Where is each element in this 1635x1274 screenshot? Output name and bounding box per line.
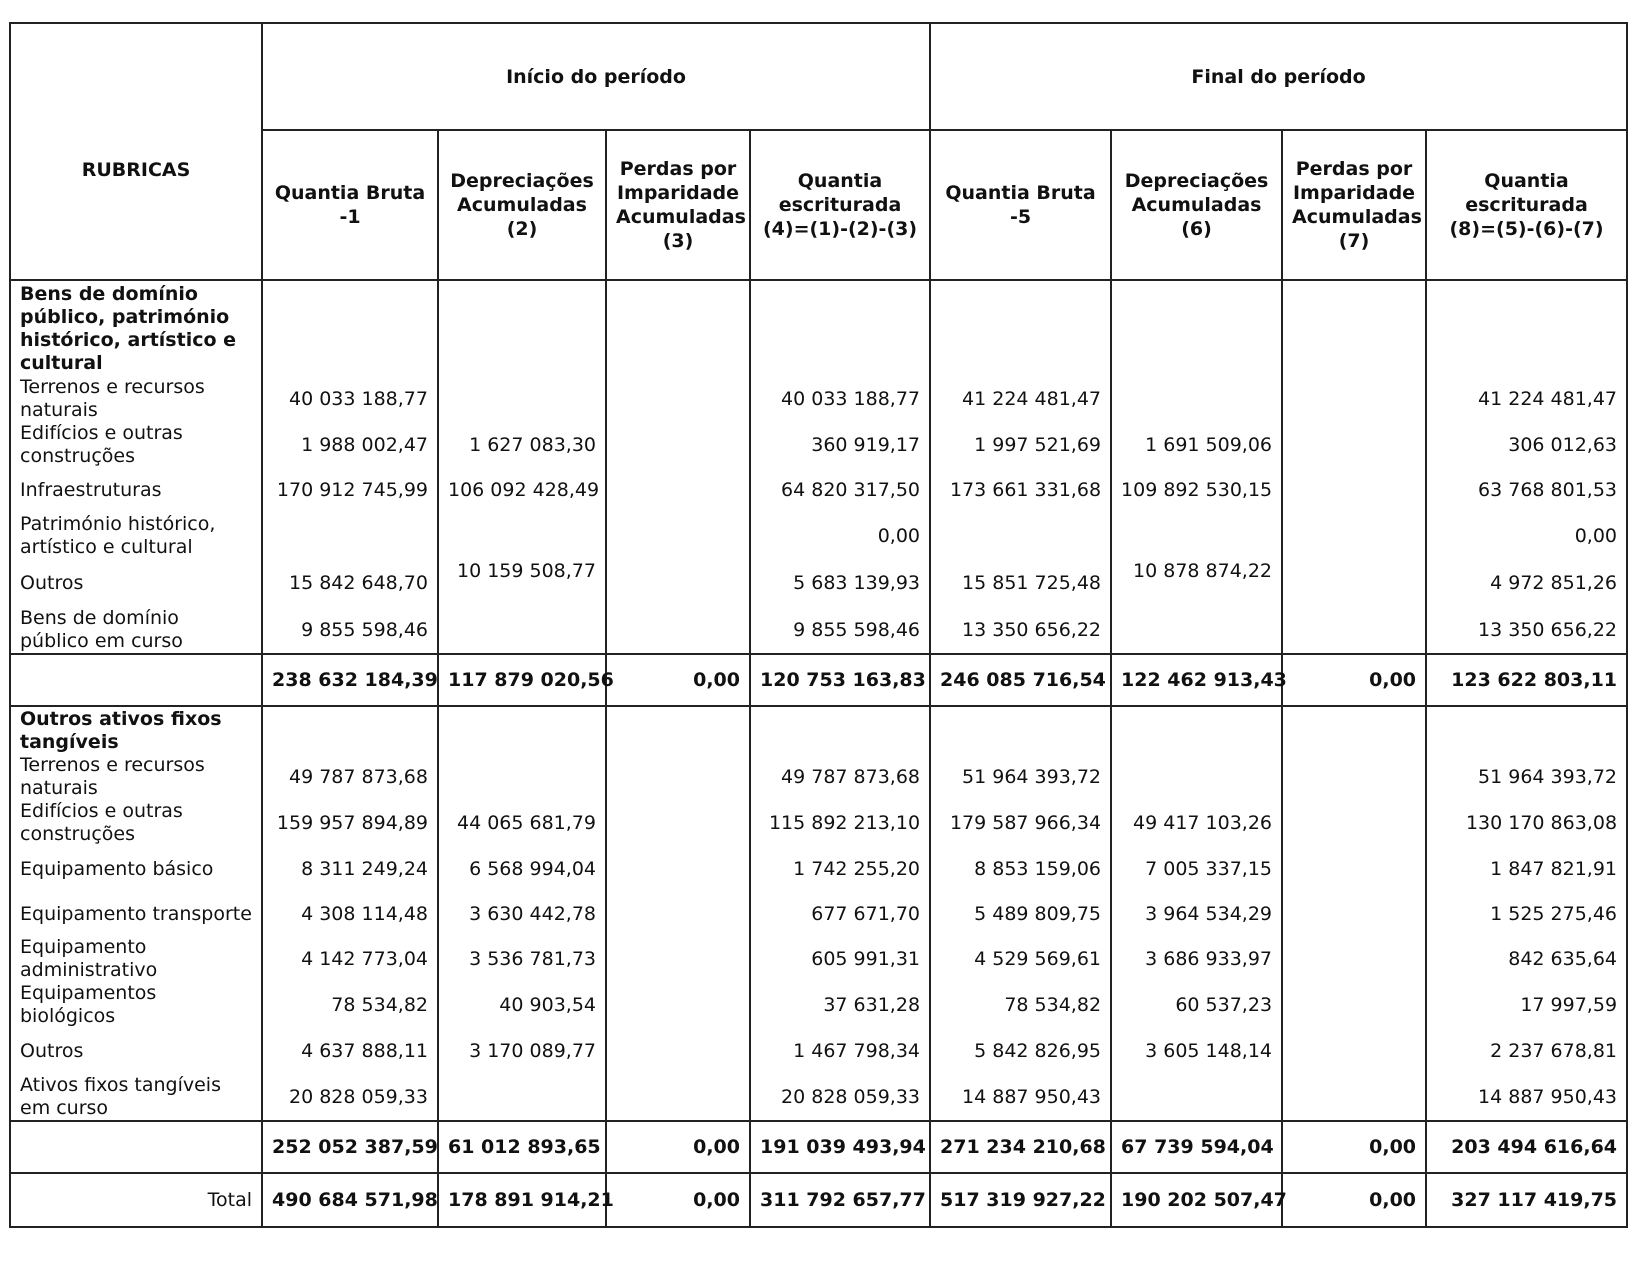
row-label: Equipamento administrativo [10, 936, 262, 982]
total-cell: 311 792 657,77 [750, 1173, 930, 1227]
value-cell: 4 529 569,61 [930, 936, 1111, 982]
value-cell: 4 142 773,04 [262, 936, 438, 982]
rubricas-header: RUBRICAS [10, 23, 262, 280]
group-title: Outros ativos fixos tangíveis [10, 706, 262, 754]
table-row [10, 800, 1627, 846]
value-cell: 3 170 089,77 [438, 1028, 606, 1074]
value-cell: 4 308 114,48 [262, 892, 438, 936]
value-cell: 306 012,63 [1426, 422, 1627, 468]
value-cell: 51 964 393,72 [1426, 754, 1627, 800]
value-cell [1282, 936, 1426, 982]
value-cell: 40 903,54 [438, 982, 606, 1028]
subtotal-cell: 120 753 163,83 [750, 654, 930, 706]
table-cell [438, 706, 606, 754]
value-cell [606, 754, 750, 800]
table-cell [750, 706, 930, 754]
value-cell [1282, 754, 1426, 800]
value-cell: 677 671,70 [750, 892, 930, 936]
inicio-periodo-header: Início do período [262, 23, 930, 130]
subtotal-cell: 252 052 387,59 [262, 1121, 438, 1173]
value-cell: 5 842 826,95 [930, 1028, 1111, 1074]
table-row [10, 512, 1627, 560]
subtotal-cell: 123 622 803,11 [1426, 654, 1627, 706]
value-cell: 3 630 442,78 [438, 892, 606, 936]
value-cell [1111, 376, 1282, 422]
column-header: Quantia Bruta -1 [262, 130, 438, 280]
value-cell: 60 537,23 [1111, 982, 1282, 1028]
value-cell: 14 887 950,43 [1426, 1074, 1627, 1121]
table-cell [1111, 706, 1282, 754]
value-cell: 17 997,59 [1426, 982, 1627, 1028]
table-cell [262, 280, 438, 376]
column-header: Depreciações Acumuladas (2) [438, 130, 606, 280]
value-cell: 1 691 509,06 [1111, 422, 1282, 468]
value-cell: 605 991,31 [750, 936, 930, 982]
value-cell: 173 661 331,68 [930, 468, 1111, 512]
value-cell [1282, 422, 1426, 468]
value-cell: 3 605 148,14 [1111, 1028, 1282, 1074]
row-label: Ativos fixos tangíveis em curso [10, 1074, 262, 1121]
value-cell [438, 376, 606, 422]
value-cell [606, 892, 750, 936]
row-label: Bens de domínio público em curso [10, 606, 262, 654]
value-cell: 10 159 508,77 [438, 548, 606, 594]
column-header: Quantia escriturada (4)=(1)-(2)-(3) [750, 130, 930, 280]
value-cell [606, 936, 750, 982]
total-row [10, 1173, 1627, 1227]
value-cell: 2 237 678,81 [1426, 1028, 1627, 1074]
total-cell: 517 319 927,22 [930, 1173, 1111, 1227]
value-cell: 109 892 530,15 [1111, 468, 1282, 512]
table-row [10, 1028, 1627, 1074]
value-cell [606, 606, 750, 654]
value-cell [606, 512, 750, 560]
value-cell [1282, 468, 1426, 512]
row-label: Outros [10, 560, 262, 606]
value-cell: 37 631,28 [750, 982, 930, 1028]
subtotal-cell: 238 632 184,39 [262, 654, 438, 706]
table-row [10, 422, 1627, 468]
subtotal-cell: 203 494 616,64 [1426, 1121, 1627, 1173]
value-cell [438, 1074, 606, 1121]
table-cell [1282, 706, 1426, 754]
value-cell [606, 468, 750, 512]
value-cell: 49 417 103,26 [1111, 800, 1282, 846]
value-cell [1282, 606, 1426, 654]
column-header: Quantia escriturada (8)=(5)-(6)-(7) [1426, 130, 1627, 280]
subtotal-cell: 0,00 [1282, 654, 1426, 706]
value-cell: 5 489 809,75 [930, 892, 1111, 936]
total-cell: 490 684 571,98 [262, 1173, 438, 1227]
value-cell: 115 892 213,10 [750, 800, 930, 846]
final-periodo-header: Final do período [930, 23, 1627, 130]
row-label: Terrenos e recursos naturais [10, 754, 262, 800]
table-row [10, 982, 1627, 1028]
group-title-row [10, 280, 1627, 376]
table-cell [1282, 280, 1426, 376]
total-cell: 0,00 [606, 1173, 750, 1227]
table-row [10, 468, 1627, 512]
table-row [10, 846, 1627, 892]
value-cell: 8 311 249,24 [262, 846, 438, 892]
value-cell: 51 964 393,72 [930, 754, 1111, 800]
subtotal-cell: 246 085 716,54 [930, 654, 1111, 706]
value-cell: 1 847 821,91 [1426, 846, 1627, 892]
row-label: Património histórico, artístico e cultural [10, 512, 262, 560]
value-cell: 179 587 966,34 [930, 800, 1111, 846]
value-cell: 10 878 874,22 [1111, 548, 1282, 594]
value-cell: 63 768 801,53 [1426, 468, 1627, 512]
subtotal-cell: 0,00 [606, 654, 750, 706]
subtotal-cell: 191 039 493,94 [750, 1121, 930, 1173]
table-cell [438, 280, 606, 376]
value-cell [606, 1074, 750, 1121]
value-cell: 1 525 275,46 [1426, 892, 1627, 936]
value-cell: 130 170 863,08 [1426, 800, 1627, 846]
value-cell: 1 742 255,20 [750, 846, 930, 892]
value-cell [1282, 982, 1426, 1028]
value-cell: 15 842 648,70 [262, 560, 438, 606]
value-cell: 4 637 888,11 [262, 1028, 438, 1074]
table-row [10, 606, 1627, 654]
column-header: Perdas por Imparidade Acumuladas (7) [1282, 130, 1426, 280]
value-cell [262, 512, 438, 560]
value-cell [1111, 1074, 1282, 1121]
table-cell [930, 706, 1111, 754]
value-cell: 842 635,64 [1426, 936, 1627, 982]
value-cell [606, 846, 750, 892]
table-row [10, 892, 1627, 936]
value-cell [1282, 846, 1426, 892]
value-cell [606, 376, 750, 422]
value-cell [1111, 754, 1282, 800]
total-cell: 0,00 [1282, 1173, 1426, 1227]
value-cell: 40 033 188,77 [262, 376, 438, 422]
row-label: Terrenos e recursos naturais [10, 376, 262, 422]
value-cell: 13 350 656,22 [930, 606, 1111, 654]
value-cell [606, 560, 750, 606]
table-cell [1426, 280, 1627, 376]
subtotal-cell: 0,00 [1282, 1121, 1426, 1173]
table-row [10, 1074, 1627, 1121]
value-cell [1282, 1028, 1426, 1074]
column-header: Quantia Bruta -5 [930, 130, 1111, 280]
value-cell [1282, 800, 1426, 846]
group-title-row [10, 706, 1627, 754]
value-cell [606, 422, 750, 468]
value-cell: 41 224 481,47 [930, 376, 1111, 422]
row-label: Edifícios e outras construções [10, 800, 262, 846]
value-cell: 3 536 781,73 [438, 936, 606, 982]
row-label: Equipamento transporte [10, 892, 262, 936]
total-label: Total [10, 1173, 262, 1227]
value-cell [1282, 512, 1426, 560]
value-cell: 41 224 481,47 [1426, 376, 1627, 422]
table-row [10, 376, 1627, 422]
table-cell [1426, 706, 1627, 754]
value-cell: 3 686 933,97 [1111, 936, 1282, 982]
value-cell: 1 997 521,69 [930, 422, 1111, 468]
total-cell: 178 891 914,21 [438, 1173, 606, 1227]
row-label: Equipamento básico [10, 846, 262, 892]
table-cell [1111, 280, 1282, 376]
subtotal-row [10, 1121, 1627, 1173]
subtotal-row [10, 654, 1627, 706]
subtotal-cell: 117 879 020,56 [438, 654, 606, 706]
row-label: Edifícios e outras construções [10, 422, 262, 468]
column-header: Depreciações Acumuladas (6) [1111, 130, 1282, 280]
value-cell [606, 800, 750, 846]
subtotal-cell: 271 234 210,68 [930, 1121, 1111, 1173]
value-cell: 78 534,82 [262, 982, 438, 1028]
value-cell: 0,00 [1426, 512, 1627, 560]
value-cell: 40 033 188,77 [750, 376, 930, 422]
table-cell [930, 280, 1111, 376]
value-cell [606, 1028, 750, 1074]
value-cell: 13 350 656,22 [1426, 606, 1627, 654]
subtotal-cell: 0,00 [606, 1121, 750, 1173]
column-header: Perdas por Imparidade Acumuladas (3) [606, 130, 750, 280]
row-label: Outros [10, 1028, 262, 1074]
value-cell: 3 964 534,29 [1111, 892, 1282, 936]
value-cell [1282, 1074, 1426, 1121]
row-label: Infraestruturas [10, 468, 262, 512]
value-cell: 1 988 002,47 [262, 422, 438, 468]
value-cell [1282, 560, 1426, 606]
subtotal-label [10, 654, 262, 706]
value-cell [930, 512, 1111, 560]
value-cell: 106 092 428,49 [438, 468, 606, 512]
value-cell [1282, 892, 1426, 936]
value-cell [438, 606, 606, 654]
table-cell [750, 280, 930, 376]
subtotal-cell: 61 012 893,65 [438, 1121, 606, 1173]
value-cell: 170 912 745,99 [262, 468, 438, 512]
subtotal-cell: 122 462 913,43 [1111, 654, 1282, 706]
table-cell [262, 706, 438, 754]
value-cell: 0,00 [750, 512, 930, 560]
value-cell: 9 855 598,46 [262, 606, 438, 654]
value-cell: 7 005 337,15 [1111, 846, 1282, 892]
value-cell: 360 919,17 [750, 422, 930, 468]
value-cell: 9 855 598,46 [750, 606, 930, 654]
table-row [10, 560, 1627, 606]
group-title: Bens de domínio público, património histórico, artístico e cultural [10, 280, 262, 376]
value-cell [438, 754, 606, 800]
subtotal-cell: 67 739 594,04 [1111, 1121, 1282, 1173]
value-cell [1111, 606, 1282, 654]
value-cell [1282, 376, 1426, 422]
value-cell: 15 851 725,48 [930, 560, 1111, 606]
table-cell [606, 706, 750, 754]
table-row [10, 754, 1627, 800]
value-cell [606, 982, 750, 1028]
value-cell: 49 787 873,68 [750, 754, 930, 800]
value-cell: 159 957 894,89 [262, 800, 438, 846]
value-cell: 78 534,82 [930, 982, 1111, 1028]
value-cell: 6 568 994,04 [438, 846, 606, 892]
asset-summary-table [9, 22, 1628, 1228]
table-row [10, 936, 1627, 982]
value-cell: 49 787 873,68 [262, 754, 438, 800]
value-cell: 5 683 139,93 [750, 560, 930, 606]
value-cell: 8 853 159,06 [930, 846, 1111, 892]
total-cell: 190 202 507,47 [1111, 1173, 1282, 1227]
row-label: Equipamentos biológicos [10, 982, 262, 1028]
value-cell: 44 065 681,79 [438, 800, 606, 846]
value-cell: 20 828 059,33 [750, 1074, 930, 1121]
value-cell: 1 627 083,30 [438, 422, 606, 468]
table-cell [606, 280, 750, 376]
total-cell: 327 117 419,75 [1426, 1173, 1627, 1227]
value-cell: 64 820 317,50 [750, 468, 930, 512]
value-cell: 14 887 950,43 [930, 1074, 1111, 1121]
value-cell: 20 828 059,33 [262, 1074, 438, 1121]
value-cell: 4 972 851,26 [1426, 560, 1627, 606]
subtotal-label [10, 1121, 262, 1173]
value-cell: 1 467 798,34 [750, 1028, 930, 1074]
